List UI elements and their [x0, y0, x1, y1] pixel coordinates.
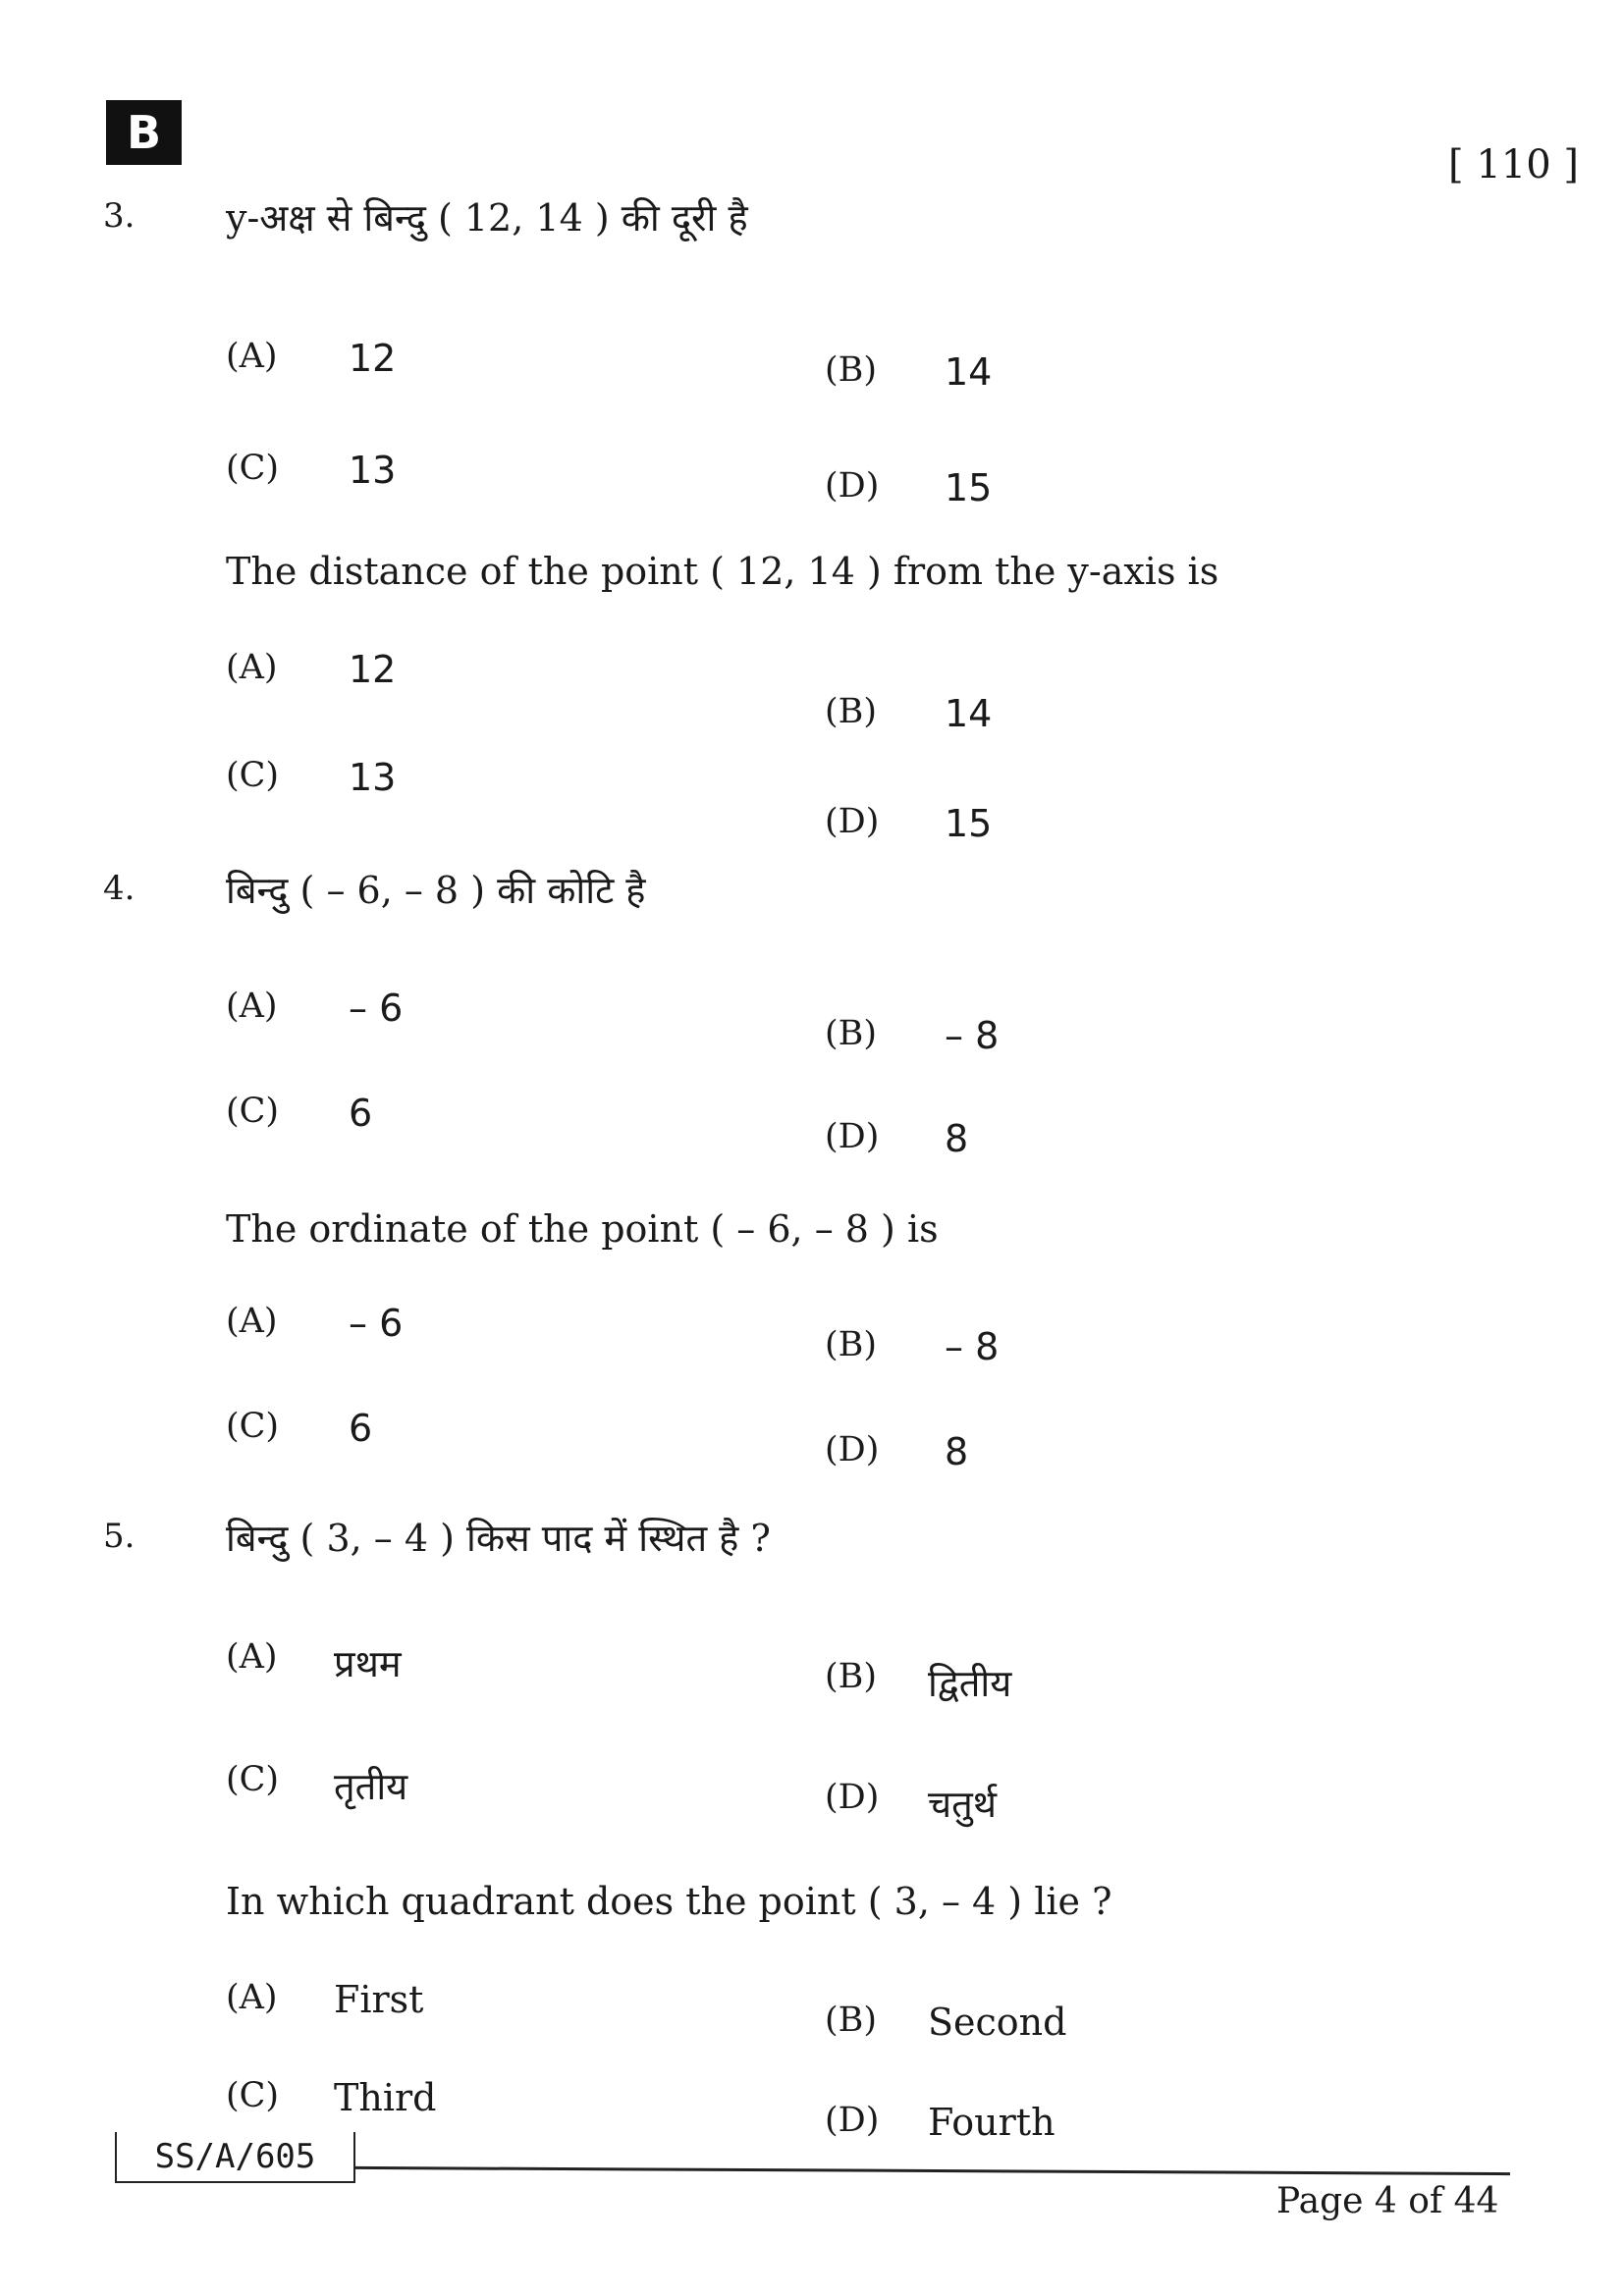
- option-label: (C): [226, 2076, 280, 2115]
- question-hindi: y-अक्ष से बिन्दु ( 12, 14 ) की दूरी है: [226, 196, 748, 240]
- option-label: (D): [825, 1117, 880, 1156]
- option-value: 15: [945, 466, 993, 509]
- option-label: (D): [825, 802, 880, 841]
- option-value: 8: [945, 1117, 969, 1160]
- question-hindi: बिन्दु ( 3, – 4 ) किस पाद में स्थित है ?: [226, 1517, 771, 1560]
- option-value: चतुर्थ: [928, 1783, 998, 1826]
- option-value: – 8: [945, 1014, 1000, 1057]
- option-label: (B): [825, 692, 878, 731]
- question-number: 3.: [103, 196, 135, 236]
- option-label: (D): [825, 1430, 880, 1469]
- option-value: 13: [349, 756, 397, 799]
- question-english: In which quadrant does the point ( 3, – 4 ) lie ?: [226, 1880, 1112, 1923]
- option-value: – 8: [945, 1325, 1000, 1368]
- question-number: 4.: [103, 869, 135, 908]
- option-value: 6: [349, 1407, 373, 1450]
- option-label: (B): [825, 350, 878, 390]
- page-number: Page 4 of 44: [1276, 2181, 1499, 2221]
- option-label: (A): [226, 648, 278, 687]
- option-value: 14: [945, 350, 993, 394]
- option-label: (C): [226, 1407, 280, 1446]
- option-value: प्रथम: [334, 1642, 402, 1685]
- question-english: The distance of the point ( 12, 14 ) from the y-axis is: [226, 550, 1219, 593]
- footer-rule: [355, 2166, 1510, 2175]
- option-label: (A): [226, 337, 278, 376]
- option-label: (B): [825, 1014, 878, 1053]
- option-value: 8: [945, 1430, 969, 1473]
- option-label: (B): [825, 1657, 878, 1696]
- option-value: First: [334, 1978, 424, 2021]
- option-value: 12: [349, 337, 397, 380]
- option-label: (A): [226, 1302, 278, 1341]
- set-badge: B: [106, 100, 182, 165]
- option-label: (C): [226, 449, 280, 488]
- option-value: द्वितीय: [928, 1662, 1012, 1705]
- option-label: (A): [226, 1978, 278, 2017]
- option-label: (C): [226, 1760, 280, 1799]
- option-label: (D): [825, 2101, 880, 2140]
- option-value: – 6: [349, 1302, 404, 1345]
- question-hindi: बिन्दु ( – 6, – 8 ) की कोटि है: [226, 869, 646, 912]
- option-value: तृतीय: [334, 1765, 408, 1808]
- option-label: (B): [825, 2001, 878, 2040]
- option-value: 14: [945, 692, 993, 735]
- option-value: 6: [349, 1092, 373, 1135]
- option-label: (A): [226, 1637, 278, 1677]
- option-value: 15: [945, 802, 993, 845]
- option-label: (C): [226, 1092, 280, 1131]
- option-value: Third: [334, 2076, 437, 2119]
- option-label: (D): [825, 466, 880, 506]
- option-value: – 6: [349, 987, 404, 1030]
- option-value: 13: [349, 449, 397, 492]
- option-value: Fourth: [928, 2101, 1056, 2144]
- question-english: The ordinate of the point ( – 6, – 8 ) is: [226, 1207, 939, 1251]
- option-label: (A): [226, 987, 278, 1026]
- option-value: 12: [349, 648, 397, 691]
- page-code: [ 110 ]: [1448, 142, 1579, 187]
- option-label: (B): [825, 1325, 878, 1364]
- option-value: Second: [928, 2001, 1067, 2044]
- option-label: (D): [825, 1778, 880, 1817]
- question-number: 5.: [103, 1517, 135, 1556]
- paper-code: SS/A/605: [115, 2132, 355, 2183]
- option-label: (C): [226, 756, 280, 795]
